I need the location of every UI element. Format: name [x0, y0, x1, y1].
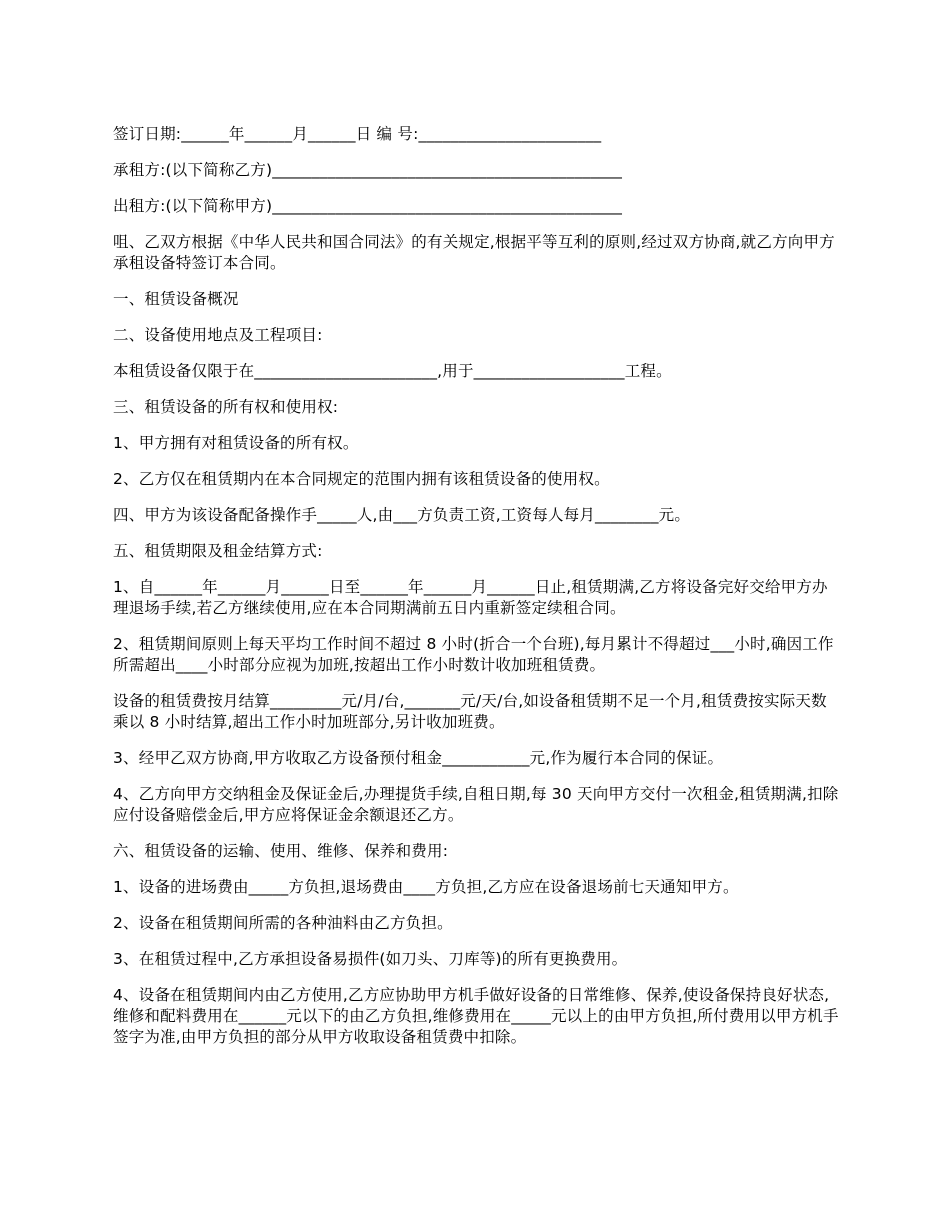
document-body	[113, 124, 841, 1063]
clause-5-2: 2、租赁期间原则上每天平均工作时间不超过 8 小时(折合一个台班),每月累计不得超过___小时,确因工作所需超出____小时部分应视为加班,按超出工作小时数计收加班租赁费。	[113, 635, 834, 674]
section-heading-1: 一、租赁设备概况	[113, 290, 239, 308]
clause-3-1: 1、甲方拥有对租赁设备的所有权。	[113, 434, 359, 452]
clause-6-2: 2、设备在租赁期间所需的各种油料由乙方负担。	[113, 914, 453, 932]
lessor-line: 出租方:(以下简称甲方)____________________________________________	[113, 197, 623, 215]
clause-6-4: 4、设备在租赁期间内由乙方使用,乙方应协助甲方机手做好设备的日常维修、保养,使设备保持良好状态,维修和配料费用在______元以下的由乙方负担,维修费用在_____元以上的由甲方负担,所付费用以甲方机手签字为准,由甲方负担的部分从甲方收取设备租赁费中扣除。	[113, 986, 839, 1046]
section-heading-4: 四、甲方为该设备配备操作手_____人,由___方负责工资,工资每人每月________元。	[113, 506, 691, 524]
rental-fee-paragraph: 设备的租赁费按月结算_________元/月/台,_______元/天/台,如设备租赁期不足一个月,租赁费按实际天数乘以 8 小时结算,超出工作小时加班部分,另计收加班费。	[113, 692, 827, 731]
clause-5-4: 4、乙方向甲方交纳租金及保证金后,办理提货手续,自租日期,每 30 天向甲方交付一次租金,租赁期满,扣除应付设备赔偿金后,甲方应将保证金余额退还乙方。	[113, 785, 839, 824]
section-heading-5: 五、租赁期限及租金结算方式:	[113, 542, 323, 560]
lessee-line: 承租方:(以下简称乙方)____________________________________________	[113, 161, 623, 179]
preamble-paragraph: 咀、乙双方根据《中华人民共和国合同法》的有关规定,根据平等互利的原则,经过双方协商,就乙方向甲方承租设备特签订本合同。	[113, 233, 835, 272]
clause-5-1: 1、自______年______月______日至______年______月______日止,租赁期满,乙方将设备完好交给甲方办理退场手续,若乙方继续使用,应在本合同期满前五日内重新签定续租合同。	[113, 578, 828, 617]
section-heading-2: 二、设备使用地点及工程项目:	[113, 326, 323, 344]
clause-6-1: 1、设备的进场费由_____方负担,退场费由____方负担,乙方应在设备退场前七天通知甲方。	[113, 878, 739, 896]
section-heading-6: 六、租赁设备的运输、使用、维修、保养和费用:	[113, 842, 449, 860]
usage-location-paragraph: 本租赁设备仅限于在_______________________,用于___________________工程。	[113, 362, 672, 380]
clause-3-2: 2、乙方仅在租赁期内在本合同规定的范围内拥有该租赁设备的使用权。	[113, 470, 610, 488]
clause-6-3: 3、在租赁过程中,乙方承担设备易损件(如刀头、刀库等)的所有更换费用。	[113, 950, 628, 968]
sign-date-line: 签订日期:______年______月______日 编 号:_______________________	[113, 125, 602, 143]
section-heading-3: 三、租赁设备的所有权和使用权:	[113, 398, 339, 416]
clause-5-3: 3、经甲乙双方协商,甲方收取乙方设备预付租金___________元,作为履行本合同的保证。	[113, 749, 724, 767]
